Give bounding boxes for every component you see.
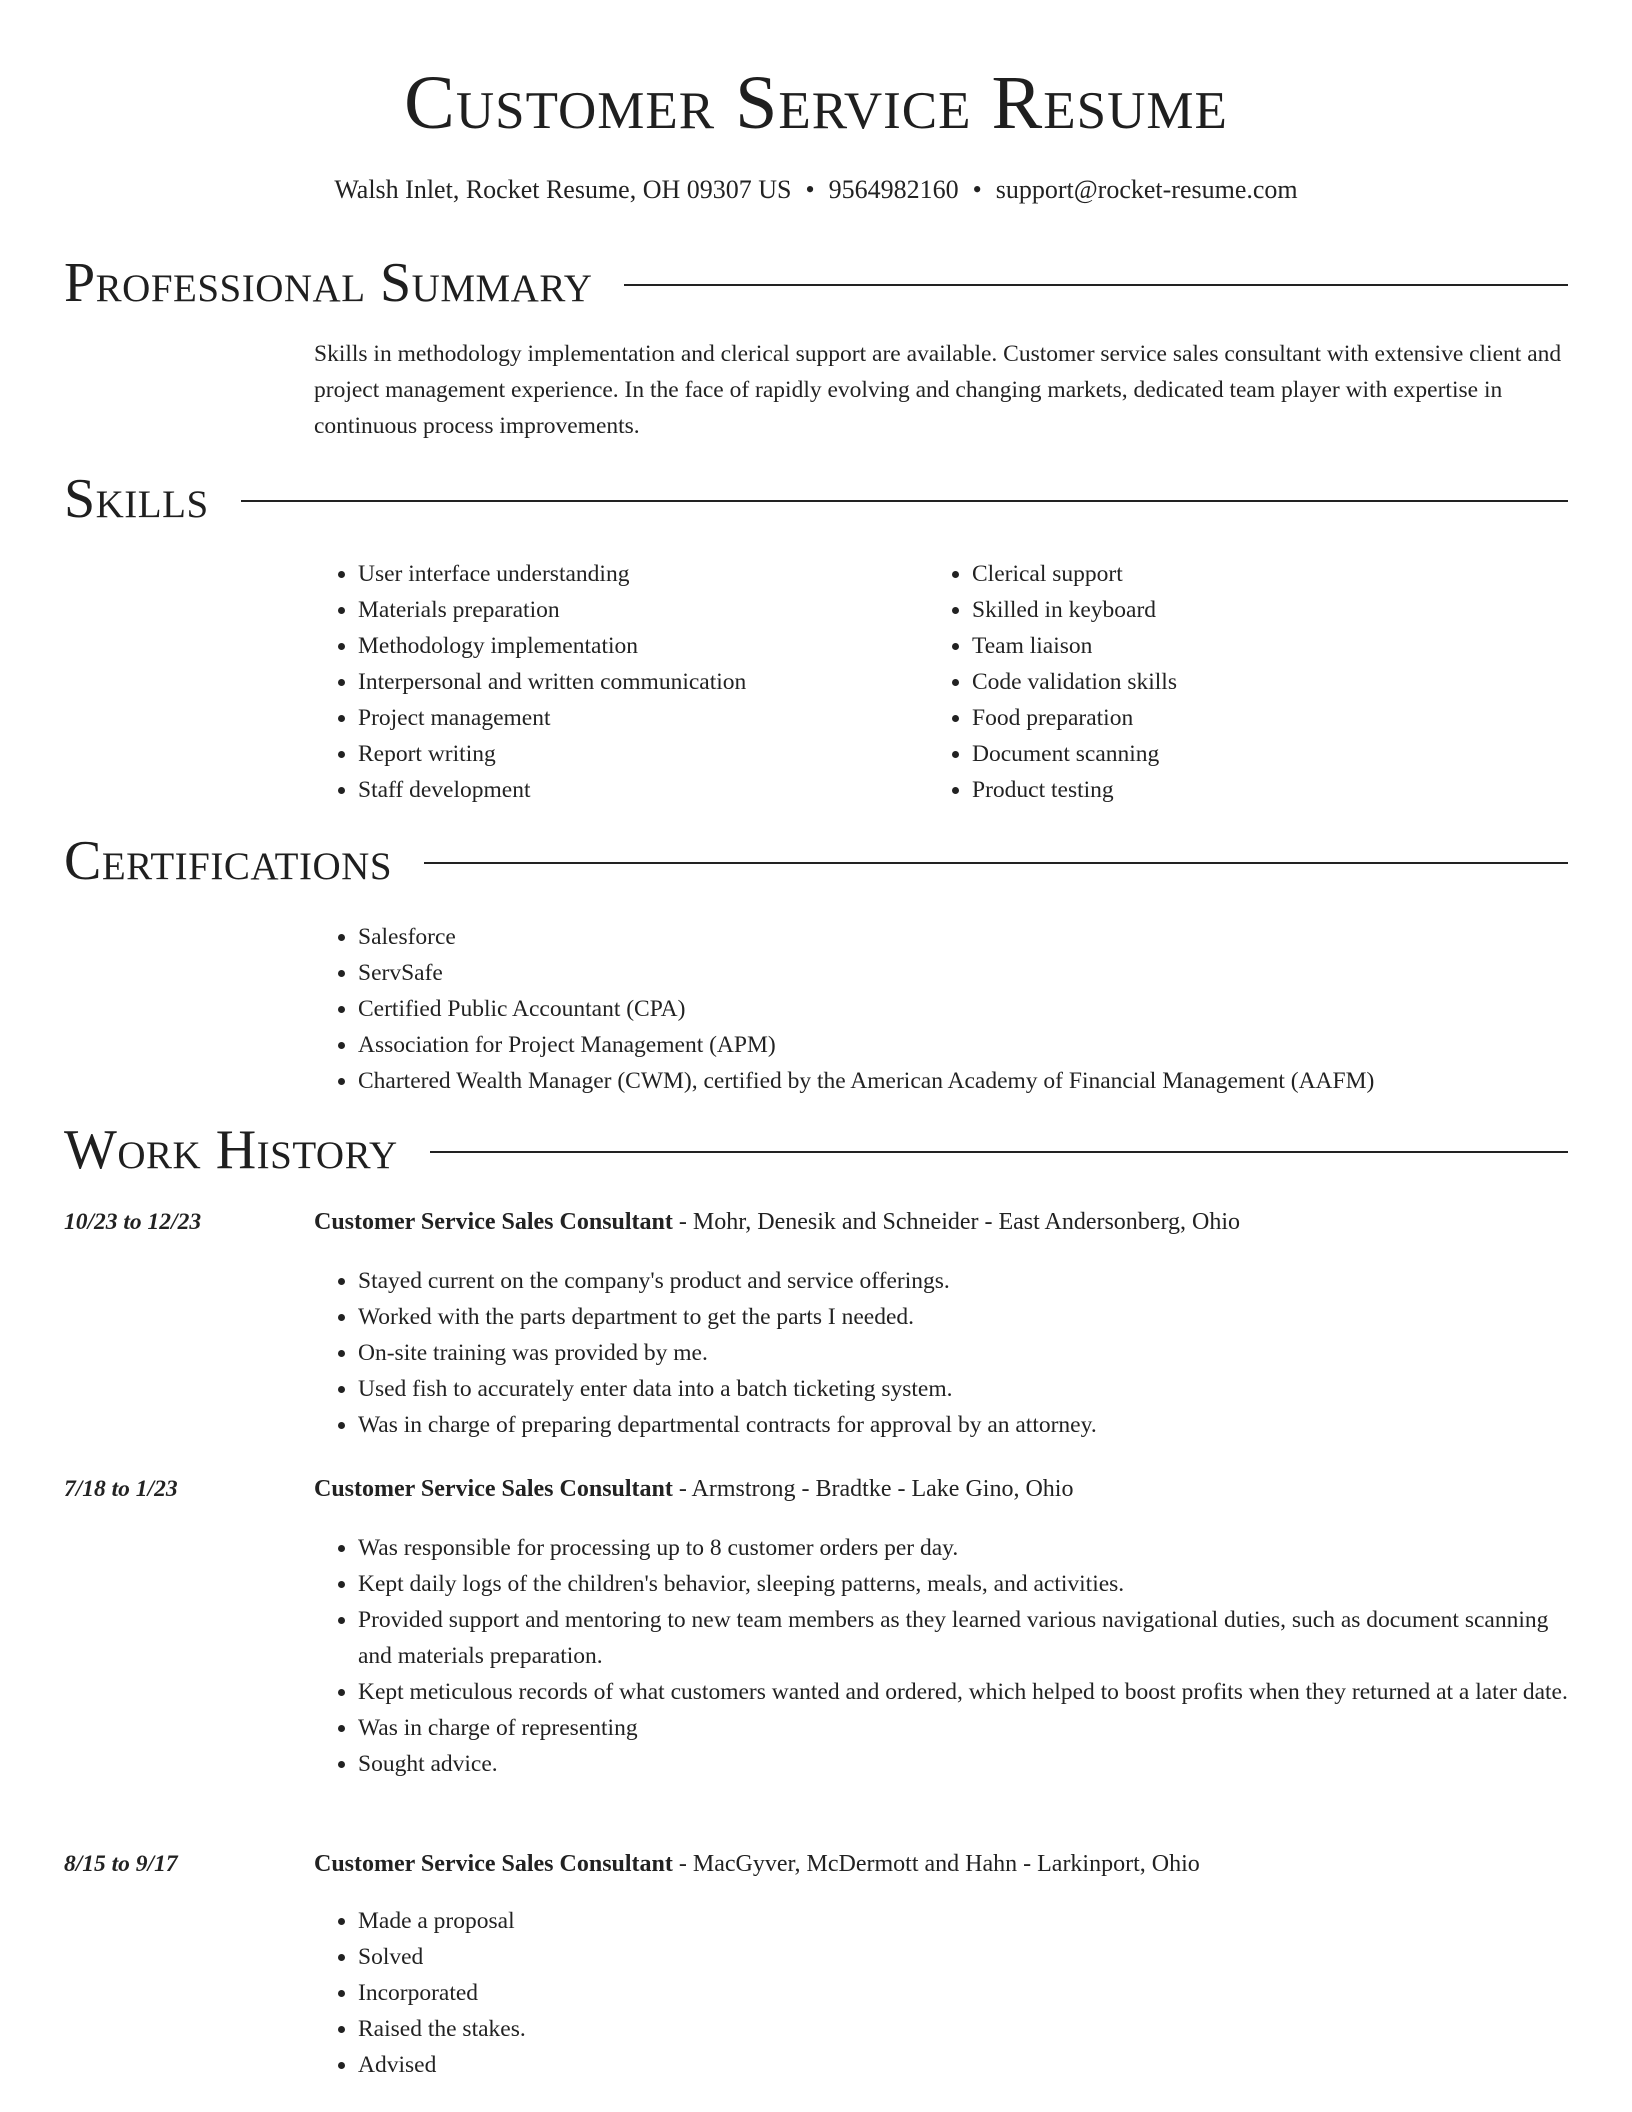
job-dates: 10/23 to 12/23 — [64, 1209, 202, 1235]
section-divider — [241, 500, 1568, 502]
job-duty-item: • Incorporated — [358, 1975, 1568, 2011]
job-duty-item: • Was in charge of preparing departmental contracts for approval by an attorney. — [358, 1407, 1568, 1443]
work-history-section-header — [64, 1117, 1568, 1184]
job-employer: - Armstrong - Bradtke - Lake Gino, Ohio — [672, 1476, 1074, 1502]
contact-line — [0, 175, 1632, 205]
job-dates: 8/15 to 9/17 — [64, 1851, 178, 1877]
job-duty-item: • Was in charge of representing — [358, 1710, 1568, 1746]
job-role: Customer Service Sales Consultant — [314, 1209, 673, 1235]
skill-item: • Food preparation — [972, 700, 1528, 736]
skill-item: • Document scanning — [972, 736, 1528, 772]
certification-item: • Chartered Wealth Manager (CWM), certified by the American Academy of Financial Management (AAFM) — [358, 1063, 1568, 1099]
job-duties-list — [314, 1903, 1568, 2083]
skills-column-right — [928, 556, 1528, 808]
skill-item: • Interpersonal and written communication — [358, 664, 914, 700]
certification-item: • ServSafe — [358, 955, 1568, 991]
job-duty-item: • Kept meticulous records of what customers wanted and ordered, which helped to boost profits when they returned at a later date. — [358, 1674, 1568, 1710]
skill-item: • User interface understanding — [358, 556, 914, 592]
job-heading — [314, 1476, 1568, 1503]
skills-heading: Skills — [64, 468, 209, 530]
job-duties-list — [314, 1530, 1568, 1782]
certification-item: • Certified Public Accountant (CPA) — [358, 991, 1568, 1027]
section-divider — [424, 862, 1568, 864]
job-role: Customer Service Sales Consultant — [314, 1476, 673, 1502]
certifications-block — [314, 919, 1568, 1099]
job-duties-list — [314, 1263, 1568, 1443]
work-history-heading: Work History — [64, 1119, 398, 1181]
section-divider — [624, 284, 1568, 286]
job-duties — [314, 1903, 1568, 2083]
contact-separator: • — [805, 175, 815, 204]
contact-email: support@rocket-resume.com — [995, 175, 1298, 204]
contact-separator: • — [972, 175, 982, 204]
job-heading — [314, 1851, 1568, 1878]
certification-item: • Salesforce — [358, 919, 1568, 955]
job-duty-item: • Provided support and mentoring to new team members as they learned various navigational duties, such as document scanning and materials preparation. — [358, 1602, 1568, 1674]
job-duty-item: • Worked with the parts department to get the parts I needed. — [358, 1299, 1568, 1335]
job-heading — [314, 1209, 1568, 1236]
skill-item: • Project management — [358, 700, 914, 736]
job-duty-item: • Sought advice. — [358, 1746, 1568, 1782]
summary-section-header — [64, 250, 1568, 317]
skill-item: • Methodology implementation — [358, 628, 914, 664]
skill-item: • Staff development — [358, 772, 914, 808]
certifications-list — [314, 919, 1568, 1099]
skill-item: • Code validation skills — [972, 664, 1528, 700]
skills-column-left — [314, 556, 914, 808]
job-duty-item: • Was responsible for processing up to 8 customer orders per day. — [358, 1530, 1568, 1566]
job-duties — [314, 1530, 1568, 1782]
certifications-section-header — [64, 828, 1568, 895]
summary-text: Skills in methodology implementation and clerical support are available. Customer service sales consultant with extensive client and project management experience. In the face of rapidly evolving and changing markets, dedicated team player with expertise in continuous process improvements. — [314, 341, 1562, 439]
section-divider — [430, 1151, 1568, 1153]
contact-phone: 9564982160 — [828, 175, 959, 204]
skill-item: • Materials preparation — [358, 592, 914, 628]
job-duty-item: • Solved — [358, 1939, 1568, 1975]
job-duty-item: • Made a proposal — [358, 1903, 1568, 1939]
job-duty-item: • Kept daily logs of the children's behavior, sleeping patterns, meals, and activities. — [358, 1566, 1568, 1602]
skills-section-header — [64, 466, 1568, 533]
skills-list-left — [314, 556, 914, 808]
certifications-heading: Certifications — [64, 830, 393, 892]
job-duty-item: • Stayed current on the company's product and service offerings. — [358, 1263, 1568, 1299]
job-dates: 7/18 to 1/23 — [64, 1476, 178, 1502]
job-duty-item: • Used fish to accurately enter data into a batch ticketing system. — [358, 1371, 1568, 1407]
contact-address: Walsh Inlet, Rocket Resume, OH 09307 US — [334, 175, 792, 204]
skill-item: • Team liaison — [972, 628, 1528, 664]
skill-item: • Product testing — [972, 772, 1528, 808]
summary-heading: Professional Summary — [64, 252, 593, 314]
skill-item: • Clerical support — [972, 556, 1528, 592]
skill-item: • Report writing — [358, 736, 914, 772]
job-role: Customer Service Sales Consultant — [314, 1851, 673, 1877]
skills-list-right — [928, 556, 1528, 808]
job-employer: - Mohr, Denesik and Schneider - East Andersonberg, Ohio — [672, 1209, 1241, 1235]
job-duty-item: • On-site training was provided by me. — [358, 1335, 1568, 1371]
job-employer: - MacGyver, McDermott and Hahn - Larkinport, Ohio — [672, 1851, 1200, 1877]
job-duty-item: • Raised the stakes. — [358, 2011, 1568, 2047]
job-duties — [314, 1263, 1568, 1443]
skill-item: • Skilled in keyboard — [972, 592, 1528, 628]
certification-item: • Association for Project Management (APM) — [358, 1027, 1568, 1063]
resume-title: Customer Service Resume — [404, 61, 1228, 145]
job-duty-item: • Advised — [358, 2047, 1568, 2083]
